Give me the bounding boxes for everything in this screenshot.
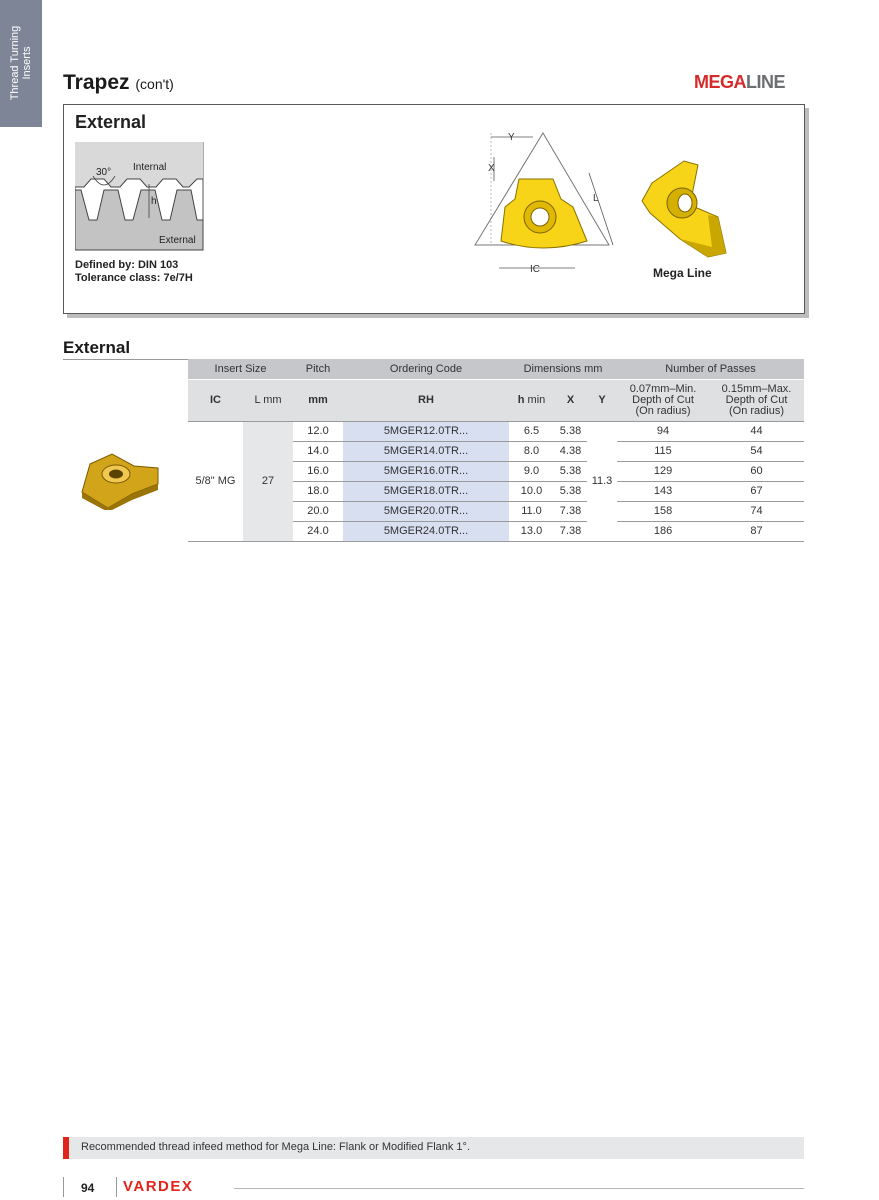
side-tab-label: Thread Turning Inserts bbox=[9, 25, 33, 101]
subheader-x: X bbox=[554, 379, 587, 421]
ordering-table bbox=[188, 359, 804, 542]
subheader-mm: mm bbox=[293, 379, 343, 421]
subheader-hmin: h min bbox=[509, 379, 554, 421]
cell-passes-min: 115 bbox=[617, 441, 709, 461]
info-box bbox=[63, 104, 805, 314]
page-title-sub: (con't) bbox=[135, 76, 174, 92]
cell-passes-min: 158 bbox=[617, 501, 709, 521]
subheader-lmm: L mm bbox=[243, 379, 293, 421]
cell-x: 5.38 bbox=[554, 461, 587, 481]
cell-code: 5MGER14.0TR... bbox=[343, 441, 509, 461]
header-number-of-passes: Number of Passes bbox=[617, 359, 804, 379]
page-title bbox=[63, 71, 174, 95]
infeed-note bbox=[63, 1137, 804, 1159]
cell-code: 5MGER24.0TR... bbox=[343, 521, 509, 541]
cell-x: 7.38 bbox=[554, 501, 587, 521]
cell-passes-max: 74 bbox=[709, 501, 804, 521]
cell-code: 5MGER16.0TR... bbox=[343, 461, 509, 481]
cell-x: 5.38 bbox=[554, 421, 587, 441]
cell-passes-min: 129 bbox=[617, 461, 709, 481]
tolerance-class: Tolerance class: 7e/7H bbox=[75, 272, 193, 284]
subheader-max-depth: 0.15mm–Max. Depth of Cut (On radius) bbox=[709, 379, 804, 421]
standard-info bbox=[75, 259, 193, 285]
thread-profile-diagram bbox=[75, 142, 205, 252]
subheader-rh: RH bbox=[343, 379, 509, 421]
header-insert-size: Insert Size bbox=[188, 359, 293, 379]
cell-code: 5MGER12.0TR... bbox=[343, 421, 509, 441]
group-header-row bbox=[188, 359, 804, 379]
logo-part-line: LINE bbox=[746, 72, 786, 92]
dim-ic-label: IC bbox=[530, 264, 540, 275]
header-dimensions: Dimensions mm bbox=[509, 359, 617, 379]
cell-passes-max: 67 bbox=[709, 481, 804, 501]
cell-pitch: 12.0 bbox=[293, 421, 343, 441]
mega-line-caption: Mega Line bbox=[653, 266, 712, 280]
profile-external-label: External bbox=[159, 235, 196, 246]
table-row bbox=[188, 421, 804, 441]
page-number-divider-left bbox=[63, 1177, 64, 1197]
subheader-min-depth: 0.07mm–Min. Depth of Cut (On radius) bbox=[617, 379, 709, 421]
info-box-title: External bbox=[75, 112, 147, 132]
cell-passes-max: 87 bbox=[709, 521, 804, 541]
dim-l-label: L bbox=[593, 193, 599, 204]
cell-hmin: 8.0 bbox=[509, 441, 554, 461]
cell-x: 5.38 bbox=[554, 481, 587, 501]
insert-dimensions-diagram bbox=[469, 127, 614, 277]
page-title-main: Trapez bbox=[63, 71, 130, 94]
profile-internal-label: Internal bbox=[133, 162, 167, 173]
profile-angle-label: 30° bbox=[96, 167, 112, 178]
cell-ic: 5/8" MG bbox=[188, 421, 243, 541]
cell-passes-max: 60 bbox=[709, 461, 804, 481]
logo-part-mega: MEGA bbox=[694, 72, 746, 92]
cell-pitch: 18.0 bbox=[293, 481, 343, 501]
note-text: Recommended thread infeed method for Mega Line: Flank or Modified Flank 1°. bbox=[81, 1141, 470, 1153]
section-title: External bbox=[63, 338, 131, 357]
subheader-y: Y bbox=[587, 379, 617, 421]
sub-header-row bbox=[188, 379, 804, 421]
dim-y-label: Y bbox=[508, 132, 515, 143]
cell-x: 4.38 bbox=[554, 441, 587, 461]
cell-hmin: 11.0 bbox=[509, 501, 554, 521]
cell-hmin: 13.0 bbox=[509, 521, 554, 541]
megaline-logo bbox=[694, 72, 785, 93]
cell-y: 11.3 bbox=[587, 421, 617, 541]
subheader-ic: IC bbox=[188, 379, 243, 421]
cell-code: 5MGER20.0TR... bbox=[343, 501, 509, 521]
note-marker bbox=[63, 1137, 69, 1159]
cell-passes-min: 94 bbox=[617, 421, 709, 441]
defined-by: Defined by: DIN 103 bbox=[75, 259, 179, 271]
cell-pitch: 20.0 bbox=[293, 501, 343, 521]
cell-passes-max: 54 bbox=[709, 441, 804, 461]
section-divider bbox=[63, 359, 189, 360]
page-number: 94 bbox=[81, 1181, 95, 1195]
header-ordering-code: Ordering Code bbox=[343, 359, 509, 379]
insert-photo bbox=[76, 448, 162, 510]
cell-pitch: 24.0 bbox=[293, 521, 343, 541]
header-pitch: Pitch bbox=[293, 359, 343, 379]
cell-x: 7.38 bbox=[554, 521, 587, 541]
cell-pitch: 14.0 bbox=[293, 441, 343, 461]
vardex-logo: VARDEX bbox=[123, 1178, 194, 1195]
cell-passes-max: 44 bbox=[709, 421, 804, 441]
cell-hmin: 10.0 bbox=[509, 481, 554, 501]
dim-x-label: X bbox=[488, 163, 495, 174]
side-tab bbox=[0, 0, 42, 127]
profile-h-label: h bbox=[151, 196, 157, 207]
cell-code: 5MGER18.0TR... bbox=[343, 481, 509, 501]
page-number-divider bbox=[116, 1177, 117, 1197]
cell-hmin: 6.5 bbox=[509, 421, 554, 441]
cell-passes-min: 143 bbox=[617, 481, 709, 501]
cell-pitch: 16.0 bbox=[293, 461, 343, 481]
mega-line-insert-image bbox=[636, 157, 731, 262]
cell-passes-min: 186 bbox=[617, 521, 709, 541]
cell-lmm: 27 bbox=[243, 421, 293, 541]
cell-hmin: 9.0 bbox=[509, 461, 554, 481]
footer-rule bbox=[234, 1188, 804, 1189]
